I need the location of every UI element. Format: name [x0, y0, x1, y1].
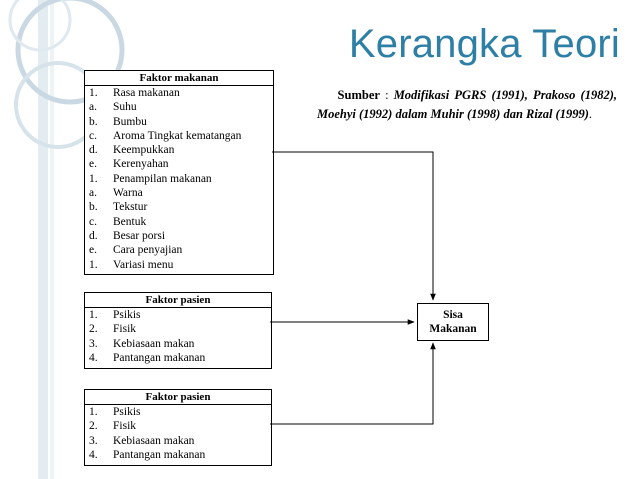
list-item [87, 308, 269, 322]
patient-factor-list-1 [85, 308, 271, 365]
food-factor-header: Faktor makanan [85, 71, 273, 86]
leftover-food-line-1: Sisa [443, 309, 463, 321]
list-item-text: Bumbu [113, 115, 147, 128]
list-item-marker: 1. [89, 406, 98, 418]
list-item [87, 115, 271, 129]
list-item-marker: e. [89, 158, 97, 171]
list-item-text: Keempukkan [113, 144, 175, 157]
list-item [87, 186, 271, 200]
list-item-marker: d. [89, 144, 98, 157]
list-item-text: Fisik [113, 420, 137, 433]
source-text: Modifikasi PGRS (1991), Prakoso (1982), Moehyi (1992) dalam Muhir (1998) dan Rizal (1999) [317, 88, 618, 121]
source-period: . [588, 107, 593, 121]
patient2-to-result-connector [270, 343, 433, 424]
list-item [87, 405, 269, 419]
list-item-marker: d. [89, 229, 98, 242]
list-item-marker: 1. [89, 87, 98, 99]
list-item-marker: 1. [89, 172, 98, 185]
left-accent-bar [38, 0, 48, 479]
list-item [87, 200, 271, 214]
list-item-marker: b. [89, 115, 98, 128]
list-item-marker: 2. [89, 323, 98, 336]
list-item-text: Tekstur [113, 201, 148, 214]
food-factor-box [84, 70, 274, 275]
list-item [87, 351, 269, 365]
list-item-text: Aroma Tingkat kematangan [113, 129, 242, 142]
food-factor-list [85, 86, 273, 272]
list-item-marker: 2. [89, 420, 98, 433]
list-item-text: Warna [113, 187, 143, 200]
source-colon: : [385, 88, 389, 102]
leftover-food-box [417, 303, 489, 341]
list-item [87, 157, 271, 171]
list-item-text: Variasi menu [113, 258, 174, 271]
list-item-text: Penampilan makanan [113, 172, 212, 185]
list-item-marker: 3. [89, 337, 98, 350]
list-item-marker: 3. [89, 434, 98, 447]
leftover-food-line-2: Makanan [429, 323, 477, 335]
list-item-marker: e. [89, 244, 97, 257]
list-item [87, 229, 271, 243]
patient-factor-header-2: Faktor pasien [85, 390, 271, 405]
list-item [87, 434, 269, 448]
food-to-result-connector [272, 152, 433, 300]
list-item-text: Besar porsi [113, 229, 166, 242]
list-item [87, 337, 269, 351]
list-item [87, 243, 271, 257]
list-item-text: Kebiasaan makan [113, 434, 195, 447]
patient-factor-box-1 [84, 292, 272, 369]
list-item-marker: a. [89, 101, 97, 114]
list-item [87, 419, 269, 433]
list-item-marker: a. [89, 187, 97, 200]
list-item-marker: b. [89, 201, 98, 214]
list-item-marker: c. [89, 129, 97, 142]
list-item-marker: 1. [89, 309, 98, 321]
list-item-marker: 1. [89, 258, 98, 271]
list-item-text: Cara penyajian [113, 244, 183, 257]
list-item [87, 172, 271, 186]
list-item [87, 215, 271, 229]
list-item-text: Kebiasaan makan [113, 337, 195, 350]
left-accent-bar-thin [50, 0, 54, 479]
list-item-text: Pantangan makanan [113, 351, 206, 364]
list-item [87, 322, 269, 336]
list-item [87, 258, 271, 272]
list-item-text: Suhu [113, 101, 137, 114]
list-item-text: Kerenyahan [113, 158, 169, 171]
list-item-text: Fisik [113, 323, 137, 336]
source-label: Sumber [337, 88, 380, 102]
list-item-text: Rasa makanan [113, 87, 180, 99]
source-note [317, 86, 617, 124]
decorative-ring-small [10, 0, 70, 50]
list-item-text: Psikis [113, 406, 141, 418]
list-item [87, 100, 271, 114]
slide-title: Kerangka Teori [348, 22, 620, 66]
list-item-marker: 4. [89, 448, 98, 461]
list-item-text: Psikis [113, 309, 141, 321]
list-item-marker: c. [89, 215, 97, 228]
list-item-text: Bentuk [113, 215, 147, 228]
list-item-text: Pantangan makanan [113, 448, 206, 461]
patient-factor-header-1: Faktor pasien [85, 293, 271, 308]
patient-factor-box-2 [84, 389, 272, 466]
list-item [87, 86, 271, 100]
list-item [87, 143, 271, 157]
list-item-marker: 4. [89, 351, 98, 364]
list-item [87, 448, 269, 462]
list-item [87, 129, 271, 143]
patient-factor-list-2 [85, 405, 271, 462]
